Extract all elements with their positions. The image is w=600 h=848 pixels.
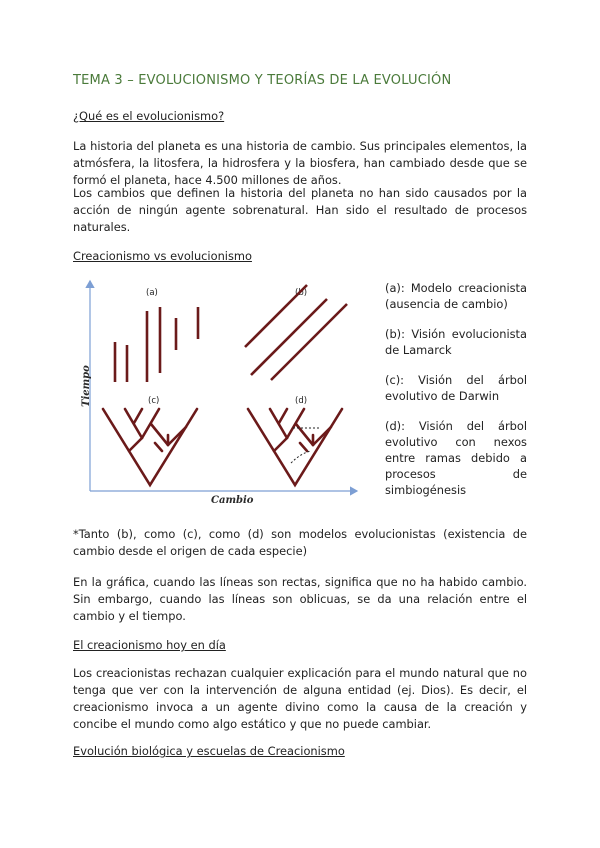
paragraph-creacionistas: Los creacionistas rechazan cualquier explicación para el mundo natural que no tenga que ver con la intervención de alguna entidad (ej. Dios). Es decir, el creacionismo invoca a un agente divino como la causa de la creación y concibe el mundo como algo estático y que no puede cambiar. xyxy=(73,666,527,731)
model-d-tree xyxy=(248,409,342,485)
model-b-lines xyxy=(245,285,347,380)
page-title: TEMA 3 – EVOLUCIONISMO Y TEORÍAS DE LA EVOLUCIÓN xyxy=(73,73,452,88)
label-c: (c) xyxy=(148,396,160,406)
label-a: (a) xyxy=(146,288,158,298)
legend-a: (a): Modelo creacionista (ausencia de cambio) xyxy=(385,281,527,311)
section-heading-evolucion-biologica: Evolución biológica y escuelas de Creacionismo xyxy=(73,744,345,758)
legend-c: (c): Visión del árbol evolutivo de Darwin xyxy=(385,373,527,403)
paragraph-grafica: En la gráfica, cuando las líneas son rectas, significa que no ha habido cambio. Sin embargo, cuando las líneas son oblicuas, se da una relación entre el cambio y el tiempo. xyxy=(73,575,527,623)
section-heading-evolucionismo: ¿Qué es el evolucionismo? xyxy=(73,109,225,123)
paragraph-cambios: Los cambios que definen la historia del planeta no han sido causados por la acción de ningún agente sobrenatural. Han sido el resultado de procesos naturales. xyxy=(73,186,527,234)
section-heading-creacionismo-hoy: El creacionismo hoy en día xyxy=(73,638,226,652)
y-axis-label: Tiempo xyxy=(81,365,92,407)
evolution-models-diagram xyxy=(65,275,365,511)
model-a-lines xyxy=(115,307,198,382)
paragraph-historia: La historia del planeta es una historia de cambio. Sus principales elementos, la atmósfera, la litosfera, la hidrosfera y la biosfera, han cambiado desde que se formó el planeta, hace 4.500 millones de años. xyxy=(73,139,527,187)
label-d: (d) xyxy=(295,396,308,406)
legend-b: (b): Visión evolucionista de Lamarck xyxy=(385,327,527,357)
paragraph-nota-modelos: *Tanto (b), como (c), como (d) son modelos evolucionistas (existencia de cambio desde el origen de cada especie) xyxy=(73,527,527,558)
x-axis-label: Cambio xyxy=(211,495,254,506)
label-b: (b) xyxy=(295,288,308,298)
model-c-tree xyxy=(103,409,197,485)
legend-d: (d): Visión del árbol evolutivo con nexos entre ramas debido a procesos de simbiogénesis xyxy=(385,419,527,497)
section-heading-creacionismo-vs: Creacionismo vs evolucionismo xyxy=(73,249,252,263)
